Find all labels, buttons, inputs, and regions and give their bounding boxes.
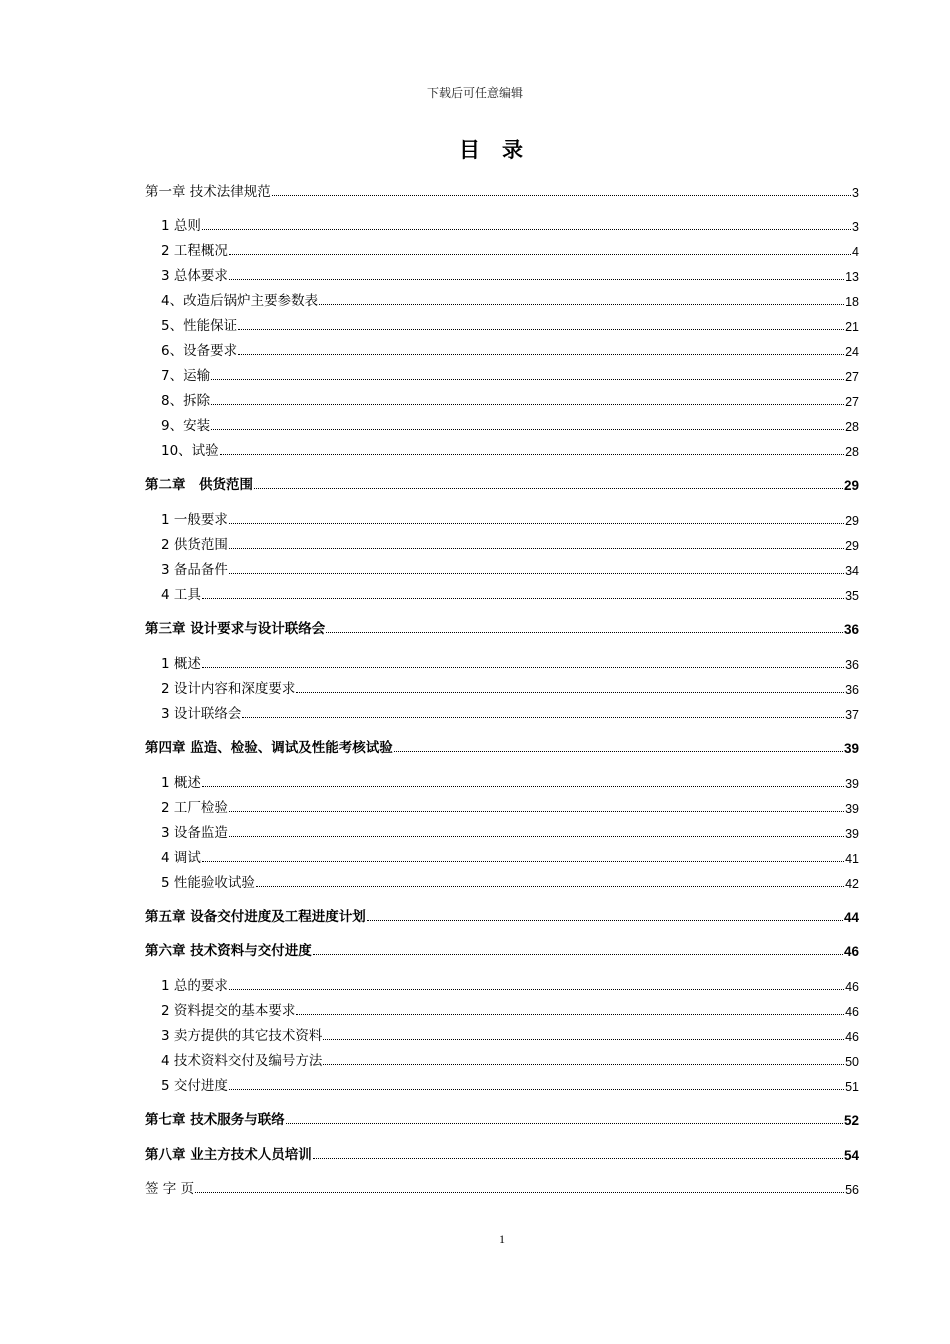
toc-dot-leader [319, 304, 844, 305]
toc-section-entry[interactable] [161, 846, 859, 866]
toc-section-entry[interactable] [161, 239, 859, 259]
toc-entry-label: 2 工程概况 [161, 243, 228, 259]
toc-entry-page-number: 29 [845, 514, 859, 528]
toc-dot-leader [242, 717, 844, 718]
toc-section-entry[interactable] [161, 314, 859, 334]
toc-dot-leader [323, 1039, 844, 1040]
toc-entry-label: 1 一般要求 [161, 512, 228, 528]
toc-entry-page-number: 50 [845, 1055, 859, 1069]
toc-entry-page-number: 39 [845, 827, 859, 841]
toc-entry-label: 7、运输 [161, 368, 211, 384]
toc-entry-page-number: 35 [845, 589, 859, 603]
toc-section-entry[interactable] [161, 871, 859, 891]
toc-section-entry[interactable] [161, 702, 859, 722]
toc-entry-page-number: 39 [845, 777, 859, 791]
toc-dot-leader [313, 954, 843, 955]
toc-chapter-entry[interactable] [145, 1177, 859, 1197]
toc-dot-leader [296, 1014, 844, 1015]
toc-section-entry[interactable] [161, 533, 859, 553]
page-number: 1 [499, 1232, 505, 1246]
toc-entry-label: 第八章 业主方技术人员培训 [145, 1147, 312, 1163]
toc-section-entry[interactable] [161, 508, 859, 528]
toc-chapter-entry[interactable] [145, 1108, 859, 1128]
toc-dot-leader [202, 598, 844, 599]
toc-entry-page-number: 29 [845, 539, 859, 553]
toc-dot-leader [272, 195, 851, 196]
toc-dot-leader [229, 523, 844, 524]
toc-dot-leader [238, 354, 844, 355]
toc-entry-page-number: 4 [852, 245, 859, 259]
toc-entry-page-number: 52 [843, 1113, 859, 1128]
toc-chapter-entry[interactable] [145, 905, 859, 925]
toc-entry-page-number: 13 [845, 270, 859, 284]
toc-section-entry[interactable] [161, 821, 859, 841]
toc-section-entry[interactable] [161, 364, 859, 384]
toc-entry-label: 第四章 监造、检验、调试及性能考核试验 [145, 740, 393, 756]
toc-entry-label: 3 总体要求 [161, 268, 228, 284]
toc-entry-page-number: 34 [845, 564, 859, 578]
toc-entry-page-number: 36 [843, 622, 859, 637]
toc-entry-page-number: 24 [845, 345, 859, 359]
toc-section-entry[interactable] [161, 583, 859, 603]
toc-entry-page-number: 36 [845, 683, 859, 697]
toc-dot-leader [313, 1158, 843, 1159]
toc-dot-leader [202, 667, 844, 668]
toc-section-entry[interactable] [161, 439, 859, 459]
toc-entry-label: 第三章 设计要求与设计联络会 [145, 621, 326, 637]
toc-section-entry[interactable] [161, 558, 859, 578]
toc-entry-label: 2 资料提交的基本要求 [161, 1003, 296, 1019]
toc-dot-leader [229, 989, 844, 990]
toc-section-entry[interactable] [161, 339, 859, 359]
toc-entry-page-number: 42 [845, 877, 859, 891]
toc-entry-label: 3 卖方提供的其它技术资料 [161, 1028, 323, 1044]
toc-entry-page-number: 27 [845, 370, 859, 384]
toc-dot-leader [256, 886, 844, 887]
toc-entry-label: 1 总则 [161, 218, 201, 234]
toc-entry-label: 1 总的要求 [161, 978, 228, 994]
toc-entry-label: 9、安装 [161, 418, 211, 434]
toc-entry-page-number: 3 [852, 220, 859, 234]
toc-section-entry[interactable] [161, 677, 859, 697]
toc-dot-leader [202, 229, 851, 230]
toc-section-entry[interactable] [161, 414, 859, 434]
toc-entry-page-number: 27 [845, 395, 859, 409]
toc-entry-page-number: 36 [845, 658, 859, 672]
toc-section-entry[interactable] [161, 214, 859, 234]
toc-entry-label: 1 概述 [161, 775, 201, 791]
toc-entry-label: 第二章 供货范围 [145, 477, 253, 493]
toc-dot-leader [286, 1123, 843, 1124]
toc-section-entry[interactable] [161, 999, 859, 1019]
toc-dot-leader [211, 429, 844, 430]
toc-entry-page-number: 37 [845, 708, 859, 722]
toc-section-entry[interactable] [161, 652, 859, 672]
toc-entry-label: 10、试验 [161, 443, 219, 459]
toc-section-entry[interactable] [161, 1074, 859, 1094]
toc-entry-page-number: 46 [845, 1005, 859, 1019]
toc-entry-label: 签 字 页 [145, 1181, 195, 1197]
toc-dot-leader [211, 404, 844, 405]
toc-dot-leader [202, 861, 844, 862]
toc-entry-label: 5 性能验收试验 [161, 875, 255, 891]
toc-entry-label: 4 调试 [161, 850, 201, 866]
toc-entry-page-number: 51 [845, 1080, 859, 1094]
toc-dot-leader [202, 786, 844, 787]
toc-entry-page-number: 28 [845, 420, 859, 434]
toc-entry-label: 2 工厂检验 [161, 800, 228, 816]
toc-dot-leader [326, 632, 843, 633]
toc-dot-leader [220, 454, 844, 455]
toc-entry-page-number: 41 [845, 852, 859, 866]
toc-dot-leader [229, 836, 844, 837]
toc-entry-page-number: 28 [845, 445, 859, 459]
toc-entry-label: 第一章 技术法律规范 [145, 184, 271, 200]
toc-dot-leader [229, 1089, 844, 1090]
toc-entry-label: 8、拆除 [161, 393, 211, 409]
toc-dot-leader [323, 1064, 844, 1065]
toc-dot-leader [296, 692, 844, 693]
toc-entry-label: 5、性能保证 [161, 318, 238, 334]
toc-dot-leader [229, 548, 844, 549]
toc-dot-leader [367, 920, 843, 921]
toc-section-entry[interactable] [161, 796, 859, 816]
toc-entry-page-number: 21 [845, 320, 859, 334]
toc-entry-label: 4 工具 [161, 587, 201, 603]
toc-section-entry[interactable] [161, 771, 859, 791]
toc-entry-label: 4 技术资料交付及编号方法 [161, 1053, 323, 1069]
toc-section-entry[interactable] [161, 389, 859, 409]
toc-section-entry[interactable] [161, 1024, 859, 1044]
toc-entry-label: 2 设计内容和深度要求 [161, 681, 296, 697]
page-title: 目录 [459, 138, 545, 162]
toc-section-entry[interactable] [161, 974, 859, 994]
toc-entry-label: 4、改造后锅炉主要参数表 [161, 293, 319, 309]
toc-section-entry[interactable] [161, 289, 859, 309]
toc-entry-page-number: 39 [843, 741, 859, 756]
toc-chapter-entry[interactable] [145, 180, 859, 200]
toc-section-entry[interactable] [161, 264, 859, 284]
toc-entry-label: 第六章 技术资料与交付进度 [145, 943, 312, 959]
toc-entry-page-number: 3 [852, 186, 859, 200]
toc-entry-label: 6、设备要求 [161, 343, 238, 359]
toc-entry-label: 3 设计联络会 [161, 706, 242, 722]
toc-entry-page-number: 46 [843, 944, 859, 959]
toc-entry-label: 3 备品备件 [161, 562, 228, 578]
toc-chapter-entry[interactable] [145, 939, 859, 959]
toc-entry-label: 1 概述 [161, 656, 201, 672]
toc-dot-leader [229, 573, 844, 574]
toc-entry-label: 5 交付进度 [161, 1078, 228, 1094]
toc-entry-page-number: 56 [845, 1183, 859, 1197]
toc-chapter-entry[interactable] [145, 736, 859, 756]
toc-entry-page-number: 39 [845, 802, 859, 816]
toc-entry-page-number: 44 [843, 910, 859, 925]
toc-dot-leader [229, 811, 844, 812]
toc-entry-page-number: 46 [845, 1030, 859, 1044]
toc-entry-label: 第七章 技术服务与联络 [145, 1112, 285, 1128]
toc-entry-page-number: 18 [845, 295, 859, 309]
toc-chapter-entry[interactable] [145, 473, 859, 493]
toc-dot-leader [394, 751, 843, 752]
toc-dot-leader [229, 254, 851, 255]
toc-dot-leader [195, 1192, 844, 1193]
toc-section-entry[interactable] [161, 1049, 859, 1069]
toc-dot-leader [238, 329, 844, 330]
toc-entry-label: 2 供货范围 [161, 537, 228, 553]
toc-entry-page-number: 46 [845, 980, 859, 994]
toc-entry-label: 第五章 设备交付进度及工程进度计划 [145, 909, 366, 925]
toc-dot-leader [211, 379, 844, 380]
toc-chapter-entry[interactable] [145, 617, 859, 637]
page-header: 下载后可任意编辑 [426, 86, 523, 100]
toc-dot-leader [254, 488, 843, 489]
toc-entry-label: 3 设备监造 [161, 825, 228, 841]
toc-dot-leader [229, 279, 844, 280]
toc-entry-page-number: 29 [843, 478, 859, 493]
toc-entry-page-number: 54 [843, 1148, 859, 1163]
toc-chapter-entry[interactable] [145, 1143, 859, 1163]
